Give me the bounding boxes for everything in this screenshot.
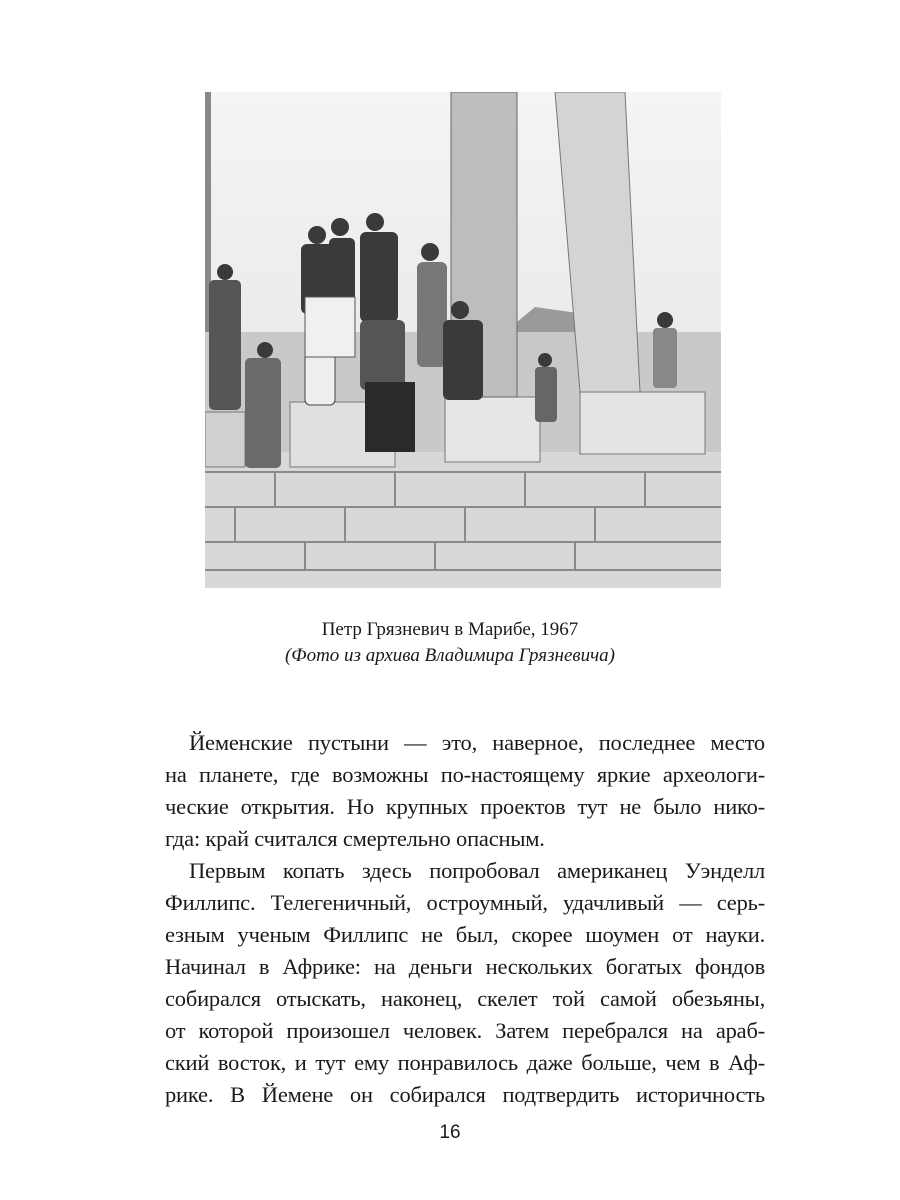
page-number: 16: [439, 1122, 461, 1143]
text-line: Начинал в Африке: на деньги нескольких богатых фондов: [165, 954, 765, 979]
text-line: Филлипс. Телегеничный, остроумный, удачливый — серь-: [165, 890, 765, 915]
text-line: на планете, где возможны по-настоящему яркие археологи-: [165, 762, 765, 787]
text-line: Йеменские пустыни — это, наверное, последнее место: [189, 730, 765, 755]
photo-credit: (Фото из архива Владимира Грязневича): [284, 645, 616, 666]
text-line: рике. В Йемене он собирался подтвердить историчность: [165, 1082, 765, 1107]
text-line: собирался отыскать, наконец, скелет той самой обезьяны,: [165, 986, 765, 1011]
text-line: езным ученым Филлипс не был, скорее шоумен от науки.: [165, 922, 765, 947]
text-line: от которой произошел человек. Затем перебрался на араб-: [165, 1018, 765, 1043]
body-text: [165, 727, 765, 1111]
archival-photo: [205, 92, 721, 588]
text-line: гда: край считался смертельно опасным.: [165, 826, 545, 851]
photo-caption: Петр Грязневич в Марибе, 1967: [321, 619, 579, 640]
text-line: ческие открытия. Но крупных проектов тут не было нико-: [165, 794, 765, 819]
text-line: Первым копать здесь попробовал американец Уэнделл: [189, 858, 765, 883]
text-line: ский восток, и тут ему понравилось даже больше, чем в Аф-: [165, 1050, 765, 1075]
